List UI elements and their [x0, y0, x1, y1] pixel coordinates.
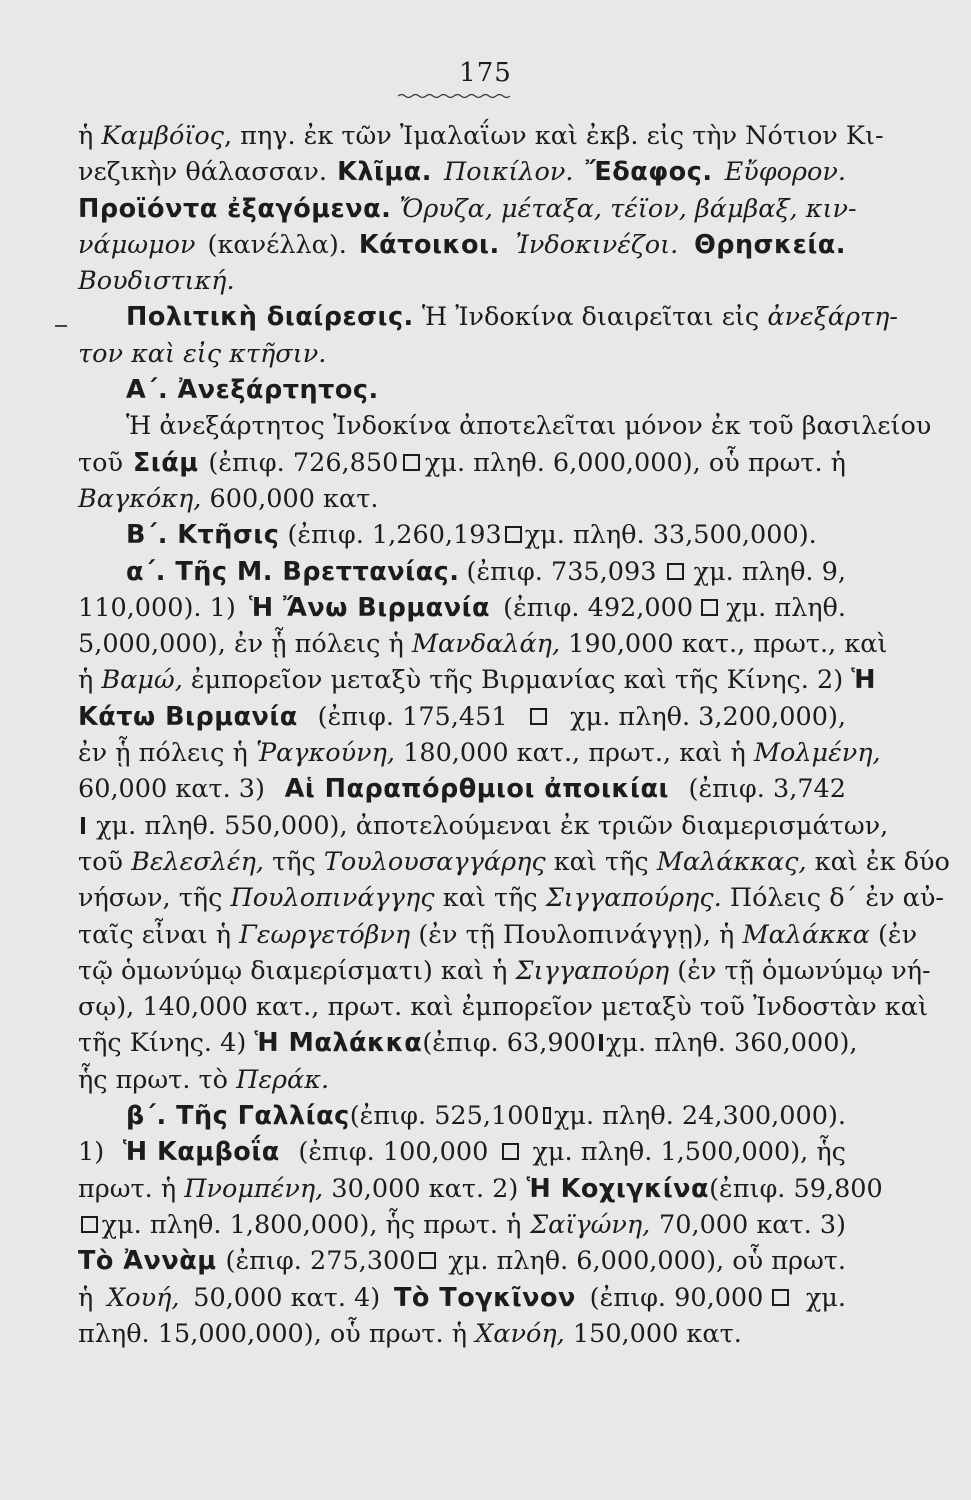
- text-run: [575, 154, 583, 190]
- text-run: ταῖς εἶναι ἡ: [78, 919, 240, 950]
- bold-term: Θρησκεία.: [694, 229, 846, 260]
- text-run: χμ. πληθ. 24,300,000).: [553, 1101, 846, 1132]
- text-line: [78, 626, 888, 662]
- text-run: (ἐπιφ. 1,260,193: [279, 520, 502, 551]
- text-line: [78, 191, 857, 227]
- text-run: Ἡ Ἰνδοκίνα διαιρεῖται εἰς: [413, 302, 768, 333]
- italic-term: Περάκ.: [236, 1064, 330, 1095]
- text-run: καὶ τῆς: [434, 883, 546, 914]
- text-run: 50,000 κατ. 4): [185, 1282, 389, 1313]
- bold-term: α΄. Τῆς Μ. Βρεττανίας.: [126, 556, 460, 587]
- text-run: ἡ: [78, 1282, 102, 1313]
- square-symbol-icon: [505, 526, 522, 543]
- text-run: 70,000 κατ. 3): [650, 1209, 846, 1240]
- italic-term: Εὔφορον.: [724, 157, 846, 188]
- text-run: (ἐπιφ. 525,100: [349, 1101, 540, 1132]
- italic-term: Ῥαγκούνη,: [255, 738, 396, 769]
- text-run: τῆς Κίνης. 4): [78, 1028, 255, 1059]
- text-run: [682, 227, 690, 263]
- bold-term: Ἡ Ἄνω Βιρμανία: [248, 592, 491, 623]
- text-run: (ἐπιφ. 100,000: [290, 1137, 489, 1168]
- italic-term: Μολμένη,: [753, 738, 881, 769]
- text-run: (ἐπιφ. 492,000: [495, 592, 694, 623]
- bold-term: Β΄. Κτῆσις: [126, 520, 280, 551]
- italic-term: Βαγκόκη,: [78, 483, 202, 514]
- text-line: [78, 662, 877, 698]
- square-symbol-icon: [419, 1252, 436, 1269]
- text-run: χμ. πληθ. 9,: [693, 556, 846, 587]
- text-run: χμ. πληθ. 1,500,000), ἧς: [532, 1137, 846, 1168]
- text-line: [78, 1243, 846, 1279]
- italic-term: Τουλουσαγγάρης: [323, 846, 546, 877]
- text-run: ἡ: [78, 121, 102, 151]
- bold-term: Α΄. Ἀνεξάρτητος.: [126, 375, 379, 406]
- text-line: [78, 336, 846, 372]
- text-run: χμ. πληθ. 6,000,000), οὗ πρωτ. ἡ: [424, 447, 846, 478]
- italic-term: Πνομπένη,: [184, 1173, 324, 1204]
- text-line: [78, 953, 931, 989]
- bold-term: Σιάμ: [132, 447, 199, 478]
- bold-term: Ἡ Καμβοΐα: [122, 1137, 280, 1168]
- section-heading: [78, 372, 846, 408]
- bold-term: Αἱ Παραπόρθμιοι ἀποικίαι: [284, 774, 669, 805]
- text-line: [78, 880, 945, 916]
- italic-term: Μαλάκκας,: [656, 846, 807, 877]
- italic-term: νάμωμον: [78, 229, 196, 260]
- text-line: [78, 699, 846, 735]
- text-line: [78, 1280, 846, 1316]
- text-line: [78, 481, 846, 517]
- text-line: [78, 1025, 858, 1061]
- text-line: [78, 227, 846, 263]
- text-run: 5,000,000), ἐν ᾗ πόλεις ἡ: [78, 629, 412, 660]
- text-run: (ἐν τῇ ὁμωνύμῳ νή-: [669, 955, 931, 986]
- bold-term: Κάτω Βιρμανία: [78, 701, 298, 732]
- text-run: ἡ: [78, 665, 102, 696]
- italic-term: Βαμώ,: [101, 665, 183, 696]
- text-run: (ἐν: [869, 919, 918, 950]
- italic-term: Μανδαλάη,: [411, 629, 561, 660]
- text-run: χμ. πληθ. 550,000), ἀποτελούμεναι ἐκ τριῶν διαμερισμάτων,: [88, 810, 889, 841]
- text-run: 1): [78, 1137, 113, 1168]
- text-run: 110,000). 1): [78, 592, 244, 623]
- text-run: χμ. πληθ. 33,500,000).: [524, 520, 817, 551]
- italic-term: Καμβόϊος: [101, 121, 224, 151]
- text-run: χμ. πληθ. 1,800,000), ἧς πρωτ. ἡ: [101, 1209, 530, 1240]
- decorative-wavy-rule: [398, 93, 510, 99]
- square-symbol-icon: [81, 1216, 98, 1233]
- italic-term: Γεωργετόβνη: [239, 919, 411, 950]
- square-symbol-icon: [502, 1143, 519, 1160]
- text-run: 30,000 κατ. 2): [323, 1173, 527, 1204]
- text-run: (ἐπιφ. 735,093: [466, 556, 657, 587]
- text-line: [78, 808, 889, 844]
- text-line: [78, 917, 918, 953]
- italic-term: Ἰνδοκινέζοι.: [515, 229, 679, 260]
- text-line: [78, 1134, 846, 1170]
- section-heading: [78, 1098, 846, 1134]
- text-line: [78, 554, 846, 590]
- square-symbol-icon: [543, 1107, 551, 1124]
- italic-term: ἀνεξάρτη-: [767, 302, 898, 333]
- text-run: νήσων, τῆς: [78, 883, 231, 914]
- text-run: (ἐπιφ. 90,000: [581, 1282, 764, 1313]
- italic-term: Ποικίλον.: [444, 157, 574, 188]
- text-run: 150,000 κατ.: [564, 1318, 742, 1349]
- text-line: [78, 1207, 846, 1243]
- text-line: [78, 989, 928, 1025]
- text-run: Ἡ ἀνεξάρτητος Ἰνδοκίνα ἀποτελεῖται μόνον ἐκ τοῦ βασιλείου: [126, 411, 932, 442]
- text-run: τοῦ: [78, 846, 132, 877]
- text-line: [78, 1316, 846, 1352]
- square-symbol-icon: [530, 708, 547, 725]
- italic-term: Βελεσλέη,: [131, 846, 264, 877]
- text-run: πρωτ. ἡ: [78, 1173, 185, 1204]
- text-run: 60,000 κατ. 3): [78, 774, 274, 805]
- italic-term: Σιγγαπούρης.: [545, 883, 722, 914]
- square-symbol-icon: [599, 1034, 603, 1051]
- square-symbol-icon: [701, 599, 718, 616]
- bold-term: Ἡ Μαλάκκα: [254, 1028, 423, 1059]
- text-line: [78, 445, 846, 481]
- text-run: 190,000 κατ., πρωτ., καὶ: [560, 629, 888, 660]
- text-run: Πόλεις δ΄ ἐν αὐ-: [721, 883, 945, 914]
- text-run: ἧς πρωτ. τὸ: [78, 1064, 237, 1095]
- margin-mark: [55, 325, 67, 327]
- italic-term: Βουδιστική.: [78, 266, 235, 297]
- text-line: [78, 263, 846, 299]
- section-heading: [78, 517, 846, 553]
- text-run: [391, 191, 399, 227]
- text-run: καὶ τῆς: [545, 846, 657, 877]
- italic-term: Μαλάκκα: [742, 919, 870, 950]
- square-symbol-icon: [81, 817, 85, 834]
- text-line: [78, 590, 846, 626]
- text-run: τῷ ὁμωνύμῳ διαμερίσματι) καὶ ἡ: [78, 955, 516, 986]
- italic-term: Σιγγαπούρη: [515, 955, 670, 986]
- italic-term: Χανόη,: [475, 1318, 565, 1349]
- text-run: χμ. πληθ.: [726, 592, 846, 623]
- text-line: [78, 154, 846, 190]
- text-run: νεζικὴν θάλασσαν.: [78, 157, 336, 188]
- body-text: [78, 118, 950, 1352]
- text-line: [78, 118, 884, 154]
- text-line: [78, 1171, 883, 1207]
- bold-term: Ἡ Κοχιγκίνα: [526, 1173, 710, 1204]
- italic-term: τον καὶ εἰς κτῆσιν.: [78, 338, 327, 369]
- italic-term: Χουή,: [107, 1282, 180, 1313]
- text-line: [78, 408, 932, 444]
- bold-term: Ἔδαφος.: [585, 157, 713, 188]
- bold-term: Προϊόντα ἐξαγόμενα.: [78, 193, 392, 224]
- text-run: χμ. πληθ. 360,000),: [606, 1028, 858, 1059]
- bold-term: Κάτοικοι.: [358, 229, 500, 260]
- text-run: ἐμπορεῖον μεταξὺ τῆς Βιρμανίας καὶ τῆς Κίνης. 2): [182, 665, 852, 696]
- text-line: [78, 844, 950, 880]
- text-line: [78, 771, 846, 807]
- bold-term: Κλῖμα.: [337, 157, 432, 188]
- text-run: [434, 154, 442, 190]
- text-run: (ἐπιφ. 59,800: [709, 1173, 883, 1204]
- bold-term: Πολιτικὴ διαίρεσις.: [126, 302, 414, 333]
- text-run: (κανέλλα).: [199, 229, 356, 260]
- square-symbol-icon: [667, 563, 684, 580]
- text-line: [78, 1062, 846, 1098]
- bold-term: Ἡ: [851, 665, 877, 696]
- text-run: (ἐπιφ. 3,742: [680, 774, 846, 805]
- italic-term: Σαϊγώνη,: [530, 1209, 651, 1240]
- text-run: 600,000 κατ.: [201, 483, 379, 514]
- square-symbol-icon: [403, 454, 420, 471]
- italic-term: Πουλοπινάγγης: [230, 883, 435, 914]
- text-run: (ἐπιφ. 63,900: [422, 1028, 596, 1059]
- page-number: 175: [459, 58, 512, 88]
- text-run: , πηγ. ἐκ τῶν Ἰμαλαΐων καὶ ἐκβ. εἰς τὴν Νότιον Κι-: [223, 121, 884, 151]
- text-run: [715, 154, 723, 190]
- text-run: πληθ. 15,000,000), οὗ πρωτ. ἡ: [78, 1318, 476, 1349]
- bold-term: β΄. Τῆς Γαλλίας: [126, 1101, 350, 1132]
- text-run: 180,000 κατ., πρωτ., καὶ ἡ: [395, 738, 754, 769]
- text-line: [78, 299, 898, 335]
- text-run: τῆς: [263, 846, 324, 877]
- text-run: [504, 227, 512, 263]
- text-run: χμ.: [797, 1282, 846, 1313]
- text-run: τοῦ: [78, 447, 132, 478]
- bold-term: Τὸ Τογκῖνον: [394, 1282, 576, 1313]
- italic-term: Ὄρυζα, μέταξα, τέϊον, βάμβαξ, κιν-: [399, 193, 857, 224]
- text-run: (ἐπιφ. 726,850: [200, 447, 399, 478]
- text-run: ἐν ᾗ πόλεις ἡ: [78, 738, 256, 769]
- text-run: χμ. πληθ. 6,000,000), οὗ πρωτ.: [440, 1246, 846, 1277]
- text-line: [78, 735, 881, 771]
- square-symbol-icon: [772, 1289, 789, 1306]
- bold-term: Τὸ Ἀννὰμ: [78, 1246, 217, 1277]
- text-run: καὶ ἐκ δύο: [806, 846, 950, 877]
- text-run: (ἐπιφ. 175,451: [309, 701, 516, 732]
- text-run: χμ. πληθ. 3,200,000),: [562, 701, 846, 732]
- text-run: (ἐν τῇ Πουλοπινάγγῃ), ἡ: [410, 919, 743, 950]
- text-run: (ἐπιφ. 275,300: [217, 1246, 416, 1277]
- text-run: σῳ), 140,000 κατ., πρωτ. καὶ ἐμπορεῖον μεταξὺ τοῦ Ἰνδοστὰν καὶ: [78, 992, 928, 1023]
